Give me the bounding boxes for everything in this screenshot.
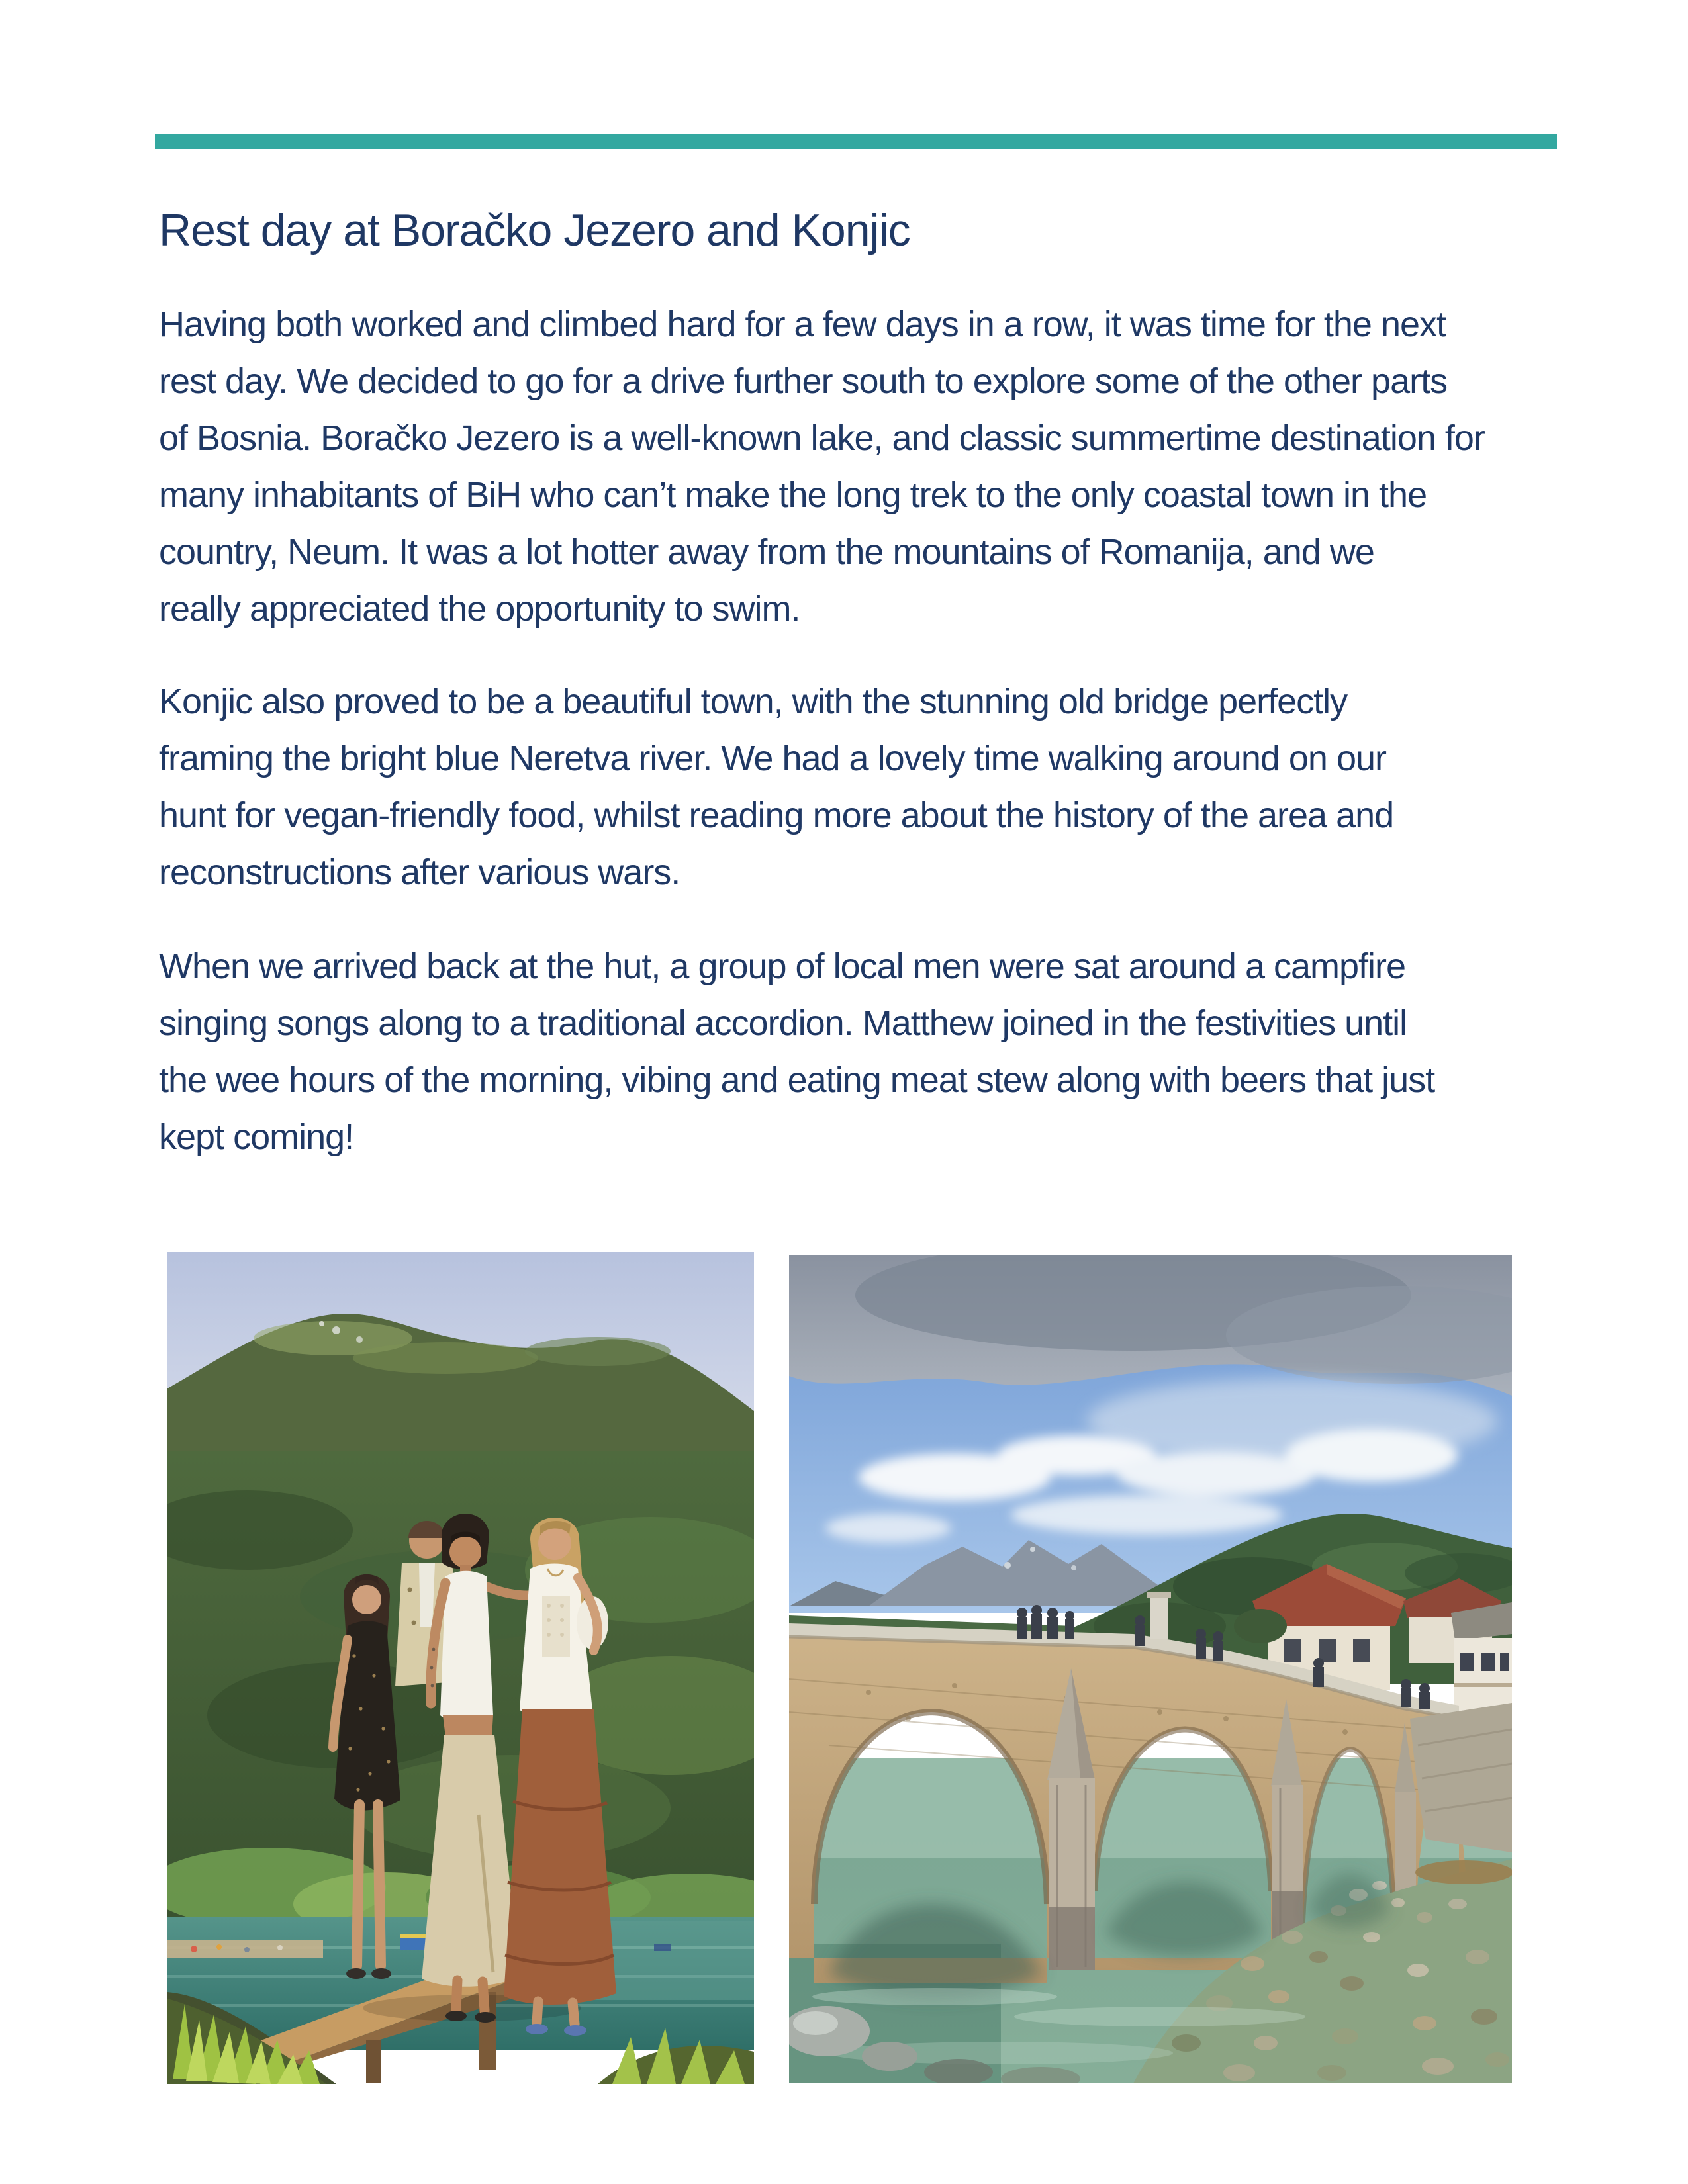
text-line: many inhabitants of BiH who can’t make the long trek to the only coastal town in the — [159, 475, 1427, 515]
text-line: Konjic also proved to be a beautiful town, with the stunning old bridge perfectly — [159, 682, 1348, 721]
text-line: country, Neum. It was a lot hotter away from the mountains of Romanija, and we — [159, 532, 1374, 572]
page-title: Rest day at Boračko Jezero and Konjic — [159, 205, 910, 255]
lake-photo-illustration — [167, 1252, 754, 2084]
photo-lake-boracko — [167, 1252, 754, 2084]
bridge-photo-illustration — [789, 1255, 1512, 2083]
text-line: hunt for vegan-friendly food, whilst reading more about the history of the area and — [159, 796, 1394, 835]
body-paragraph — [159, 938, 1434, 1165]
text-line: reconstructions after various wars. — [159, 852, 680, 892]
body-paragraph — [159, 296, 1485, 637]
text-line: the wee hours of the morning, vibing and eating meat stew along with beers that just — [159, 1060, 1435, 1100]
text-line: kept coming! — [159, 1117, 354, 1157]
text-line: Having both worked and climbed hard for a few days in a row, it was time for the next — [159, 304, 1446, 344]
text-line: framing the bright blue Neretva river. We had a lovely time walking around on our — [159, 739, 1387, 778]
body-paragraph — [159, 673, 1393, 901]
text-line: of Bosnia. Boračko Jezero is a well-known lake, and classic summertime destination for — [159, 418, 1485, 458]
text-line: really appreciated the opportunity to swim. — [159, 589, 800, 629]
text-line: singing songs along to a traditional accordion. Matthew joined in the festivities until — [159, 1003, 1407, 1043]
text-line: When we arrived back at the hut, a group of local men were sat around a campfire — [159, 946, 1406, 986]
photos-row — [167, 1252, 1558, 2086]
text-line: rest day. We decided to go for a drive further south to explore some of the other parts — [159, 361, 1448, 401]
photo-bridge-konjic — [789, 1255, 1512, 2083]
accent-bar — [155, 134, 1557, 149]
